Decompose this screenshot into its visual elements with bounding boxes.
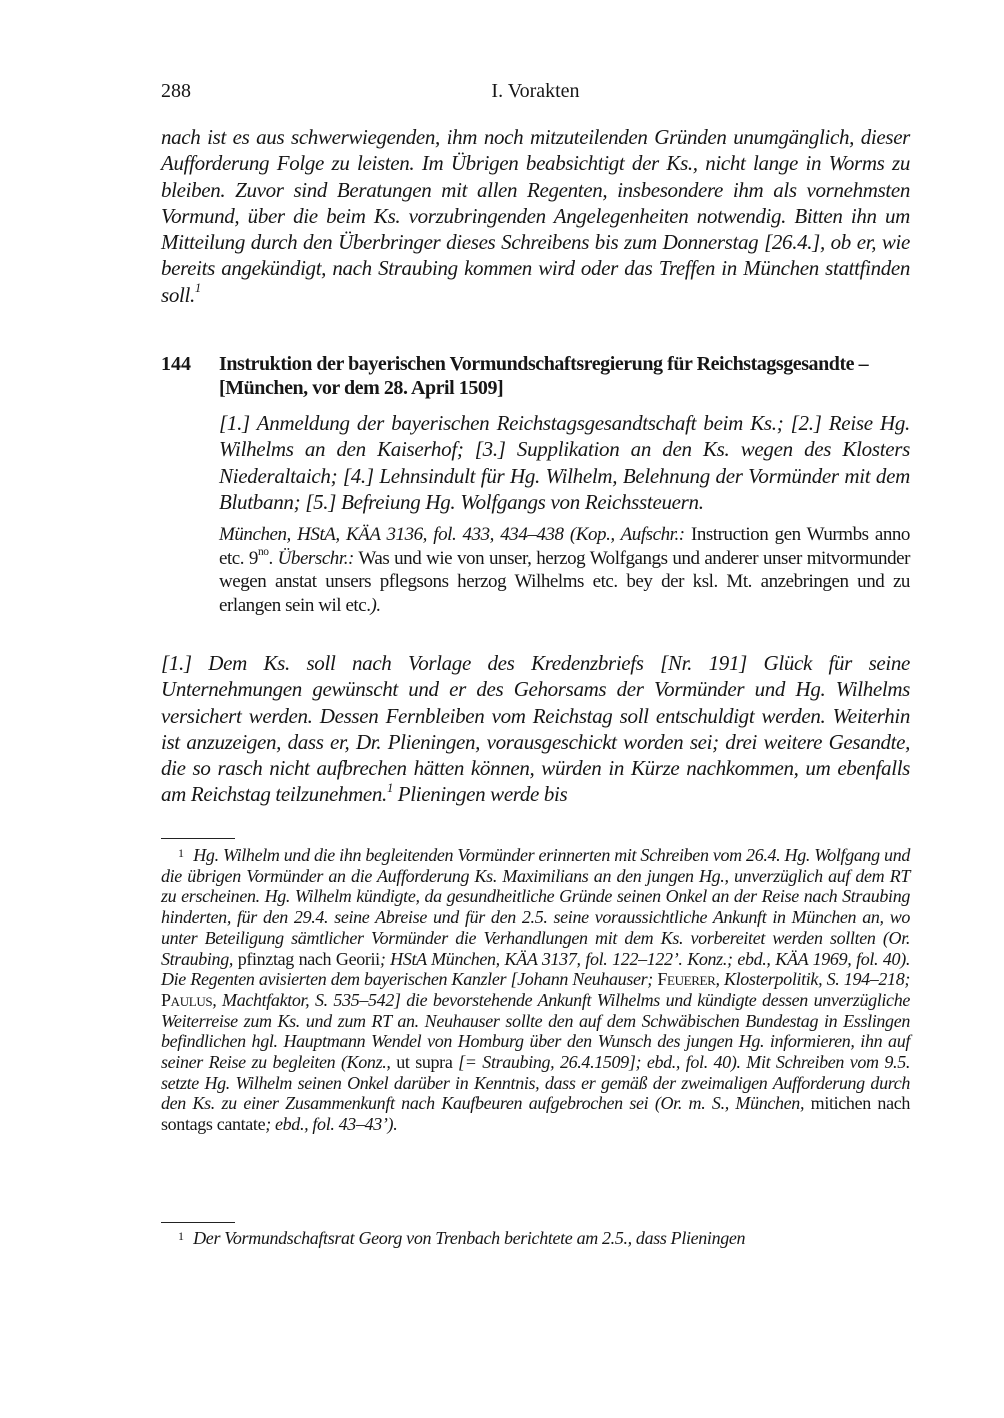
source-ueberschrift: Was und wie von unser, herzog Wolfgangs und anderer unser mitvormunder wegen anstat unsers pflegsons herzog Wilhelms etc. bey der ksl. Mt. anzebringen und zu erlangen sein wil etc. — [219, 547, 910, 616]
footnote — [161, 845, 910, 1135]
running-title: I. Vorakten — [491, 80, 580, 102]
document-summary: [1.] Anmeldung der bayerischen Reichstagsgesandtschaft beim Ks.; [2.] Reise Hg. Wilhelms an den Kaiserhof; [3.] Supplikation an den Ks. wegen des Klosters Niederaltaich; [4.] Lehnsindult für Hg. Wilhelm, Belehnung der Vormünder mit dem Blutbann; [5.] Befreiung Hg. Wolfgangs von Reichssteuern. — [219, 411, 910, 514]
footnote-text-segment: ut supra — [396, 1052, 453, 1073]
footnote-ref[interactable]: 1 — [194, 280, 201, 295]
footnote-text-segment: Der Vormundschaftsrat Georg von Trenbach berichtete am 2.5., dass Plieningen — [193, 1228, 746, 1248]
footnote-text-segment: , Machtfaktor, S. 535–542] die bevorstehende Ankunft Wilhelms und kündigte dessen unverzügliche Weiterreise zum Ks. und zum RT an. Neuhauser sollte den auf dem Schwäbischen Bundestag in Esslingen befindlichen hgl. Hauptmann Wendel von Homburg über den Wunsch des jungen Hg. informieren, ihn auf seiner Reise zu begleiten (Konz., — [161, 989, 910, 1073]
source-aufschrift: Instruction gen Wurmbs anno etc. 9 — [219, 524, 910, 569]
footnote-text-segment: mitichen nach sontags cantate — [161, 1093, 910, 1135]
body-text-continued: Plieningen werde bis — [392, 782, 568, 807]
footnote-marker: 1 — [178, 846, 184, 860]
footnote-text-segment: ; ebd., fol. 43–43’). — [265, 1114, 398, 1135]
footnote-text-segment: Feuerer — [657, 969, 716, 990]
footnote-text-segment: [= Straubing, 26.4.1509]; ebd., fol. 40). Mit Schreiben vom 9.5. setzte Hg. Wilhelm seinen Onkel darüber in Kenntnis, dass er gemäß der zweimaligen Aufforderung durch den Ks. zu einer Zusammenkunft nach Kaufbeuren aufgebrochen sei (Or. m. S., München, — [161, 1052, 910, 1114]
footnote-marker: 1 — [178, 1229, 184, 1243]
document-source: München, HStA, KÄA 3136, fol. 433, 434–438 (Kop., Aufschr.: Instruction gen Wurmbs anno etc. $9^{no}$. Überschr.: Was und wie von unser, herzog Wolfgangs und anderer unser mitvormunder wegen anstat unsers pflegsons herzog Wilhelms etc. bey der ksl. Mt. anzebringen und zu erlangen sein wil etc.). — [219, 524, 910, 616]
footnote — [161, 1228, 910, 1249]
source-closing: ). — [370, 594, 381, 616]
document-number: 144 — [161, 353, 191, 375]
document-entry — [161, 352, 910, 617]
body-paragraph — [161, 650, 910, 808]
document-title: Instruktion der bayerischen Vormundschaftsregierung für Reichstagsgesandte – [München, vor dem 28. April 1509] — [219, 353, 869, 399]
source-ueberschrift-label: Überschr.: — [277, 547, 354, 569]
source-archive: München, HStA, KÄA 3136, fol. 433, 434–438 (Kop., Aufschr.: — [219, 524, 685, 546]
continuation-text: nach ist es aus schwerwiegenden, ihm noch mitzuteilenden Gründen unumgänglich, dieser Aufforderung Folge zu leisten. Im Übrigen beabsichtigt der Ks., nicht lange in Worms zu bleiben. Zuvor sind Beratungen mit allen Regenten, insbesondere ihm als vornehmsten Vormund, über die beim Ks. vorzubringenden Angelegenheiten notwendig. Bitten ihn um Mitteilung durch den Überbringer dieses Schreibens bis zum Donnerstag [26.4.], ob er, wie bereits angekündigt, nach Straubing kommen wird oder das Treffen in München stattfinden soll. — [161, 125, 910, 307]
footnote-ref[interactable]: 1 — [386, 780, 393, 795]
footnote-text-segment: , Klosterpolitik, S. 194–218; — [715, 969, 910, 990]
continuation-paragraph — [161, 124, 910, 308]
running-head — [161, 80, 910, 106]
footnote-text-segment: ; HStA München, KÄA 3137, fol. 122–122’. Konz.; ebd., KÄA 1969, fol. 40). Die Regenten avisierten dem bayerischen Kanzler [Johann Neuhauser; — [161, 948, 910, 990]
footnote-text-segment: Hg. Wilhelm und die ihn begleitenden Vormünder erinnerten mit Schreiben vom 26.4. Hg. Wolfgang und die übrigen Vormünder an die Aufforderung Ks. Maximilians an den jungen Hg., unverzüglich auf dem RT zu erscheinen. Hg. Wilhelm kündigte, da gesundheitliche Gründe seinen Onkel an der Reise nach Straubing hinderten, für den 29.4. seine Abreise und für den 2.5. seine voraussichtliche Ankunft in München an, wo unter Beteiligung sämtlicher Vormünder die Verhandlungen mit dem Ks. vorbereitet werden sollten (Or. Straubing, — [161, 845, 910, 969]
page-number: 288 — [161, 80, 191, 102]
footnote-text-segment: pfinztag nach Georii — [237, 948, 380, 969]
footnote-divider — [161, 838, 235, 839]
footnote-text-segment: Paulus — [161, 989, 213, 1010]
body-text: [1.] Dem Ks. soll nach Vorlage des Kredenzbriefs [Nr. 191] Glück für seine Unternehmungen gewünscht und er des Gehorsams der Vormünder und Hg. Wilhelms versichert werden. Dessen Fernbleiben vom Reichstag soll entschuldigt werden. Weiterhin ist anzuzeigen, dass er, Dr. Plieningen, vorausgeschickt worden sei; drei weitere Gesandte, die so rasch nicht aufbrechen hätten können, würden in Kürze nachkommen, um ebenfalls am Reichstag teilzunehmen. — [161, 651, 910, 807]
source-aufschrift-sup: no — [257, 545, 269, 558]
footnote-divider — [161, 1222, 235, 1223]
